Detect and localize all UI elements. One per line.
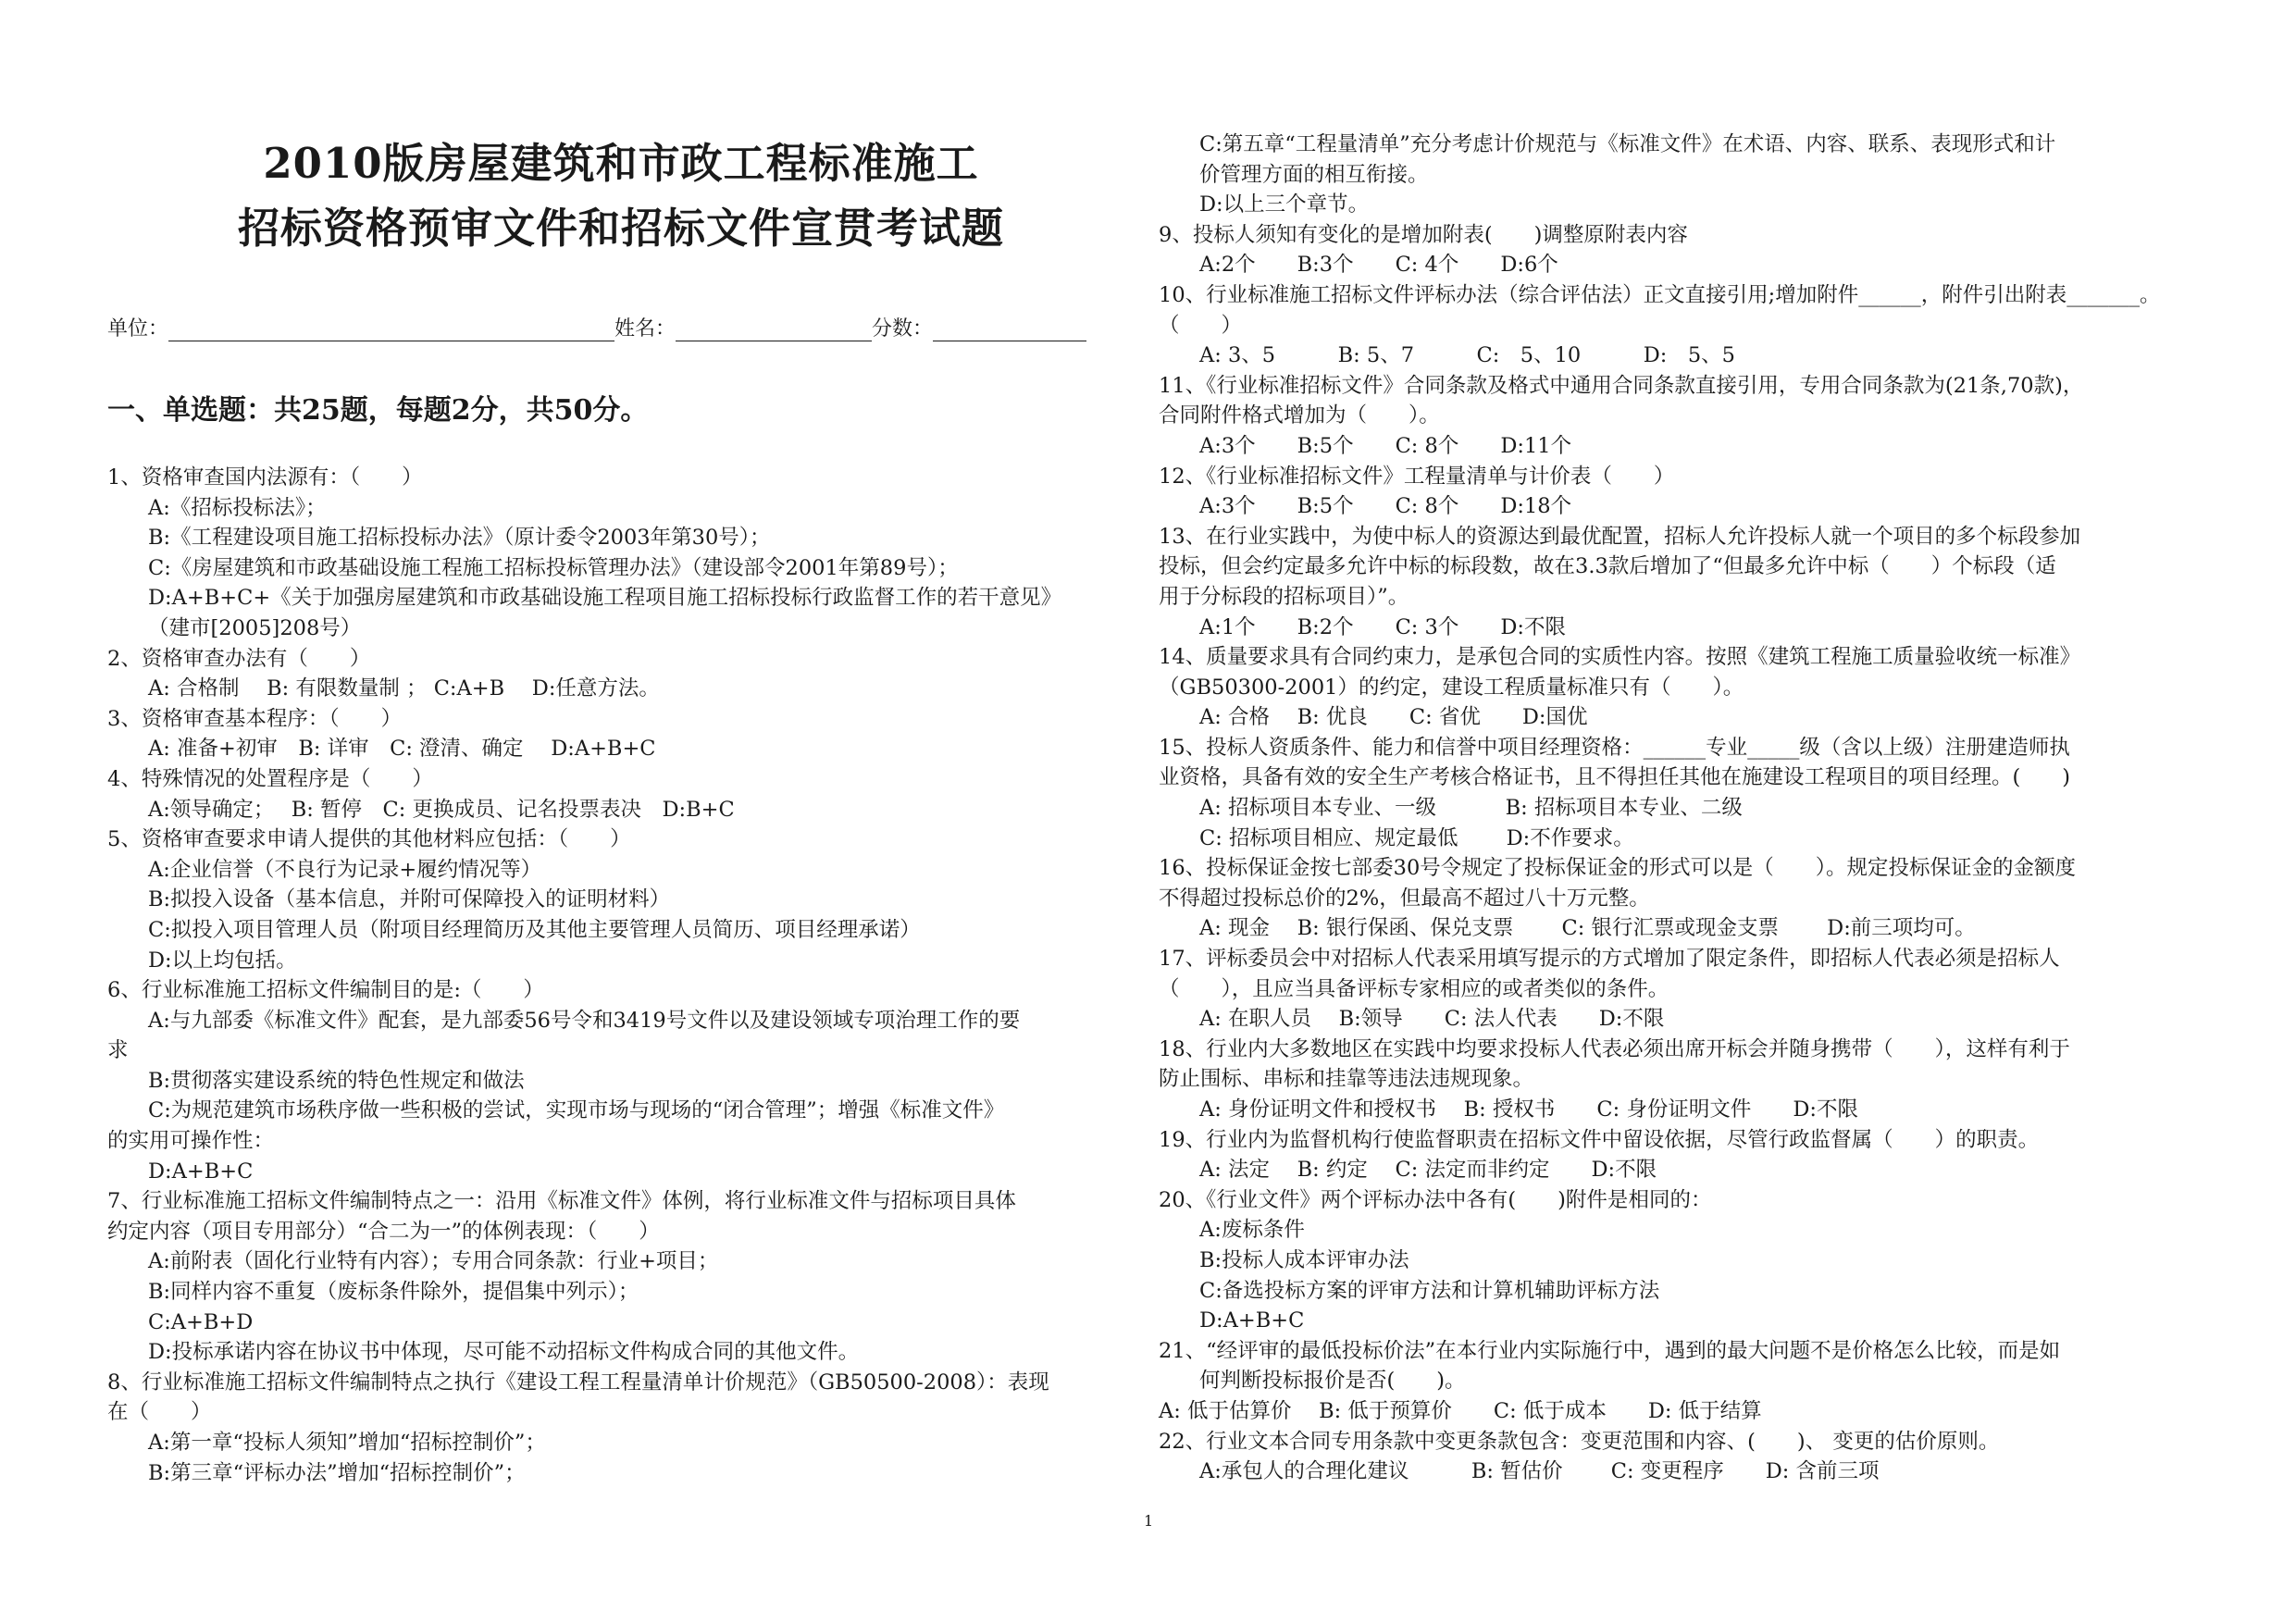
question-line: A: 身份证明文件和授权书 B: 授权书 C: 身份证明文件 D:不限 <box>1199 1097 1858 1122</box>
question-line: C:A+B+D <box>148 1309 254 1334</box>
question-line: 22、行业文本合同专用条款中变更条款包含：变更范围和内容、( )、 变更的估价原则。 <box>1159 1429 2000 1454</box>
question-line: D:投标承诺内容在协议书中体现，尽可能不动招标文件构成合同的其他文件。 <box>148 1340 860 1365</box>
question-line: C: 招标项目相应、规定最低 D:不作要求。 <box>1199 825 1634 850</box>
unit-blank <box>168 318 614 341</box>
question-line: 16、投标保证金按七部委30号令规定了投标保证金的形式可以是（ ）。规定投标保证金的金额度 <box>1159 856 2077 881</box>
question-line: 约定内容（项目专用部分）“合二为一”的体例表现：（ ） <box>107 1219 660 1244</box>
question-line: 投标，但会约定最多允许中标的标段数，故在3.3款后增加了“但最多允许中标（ ）个标段（适 <box>1159 554 2056 579</box>
question-line: 6、行业标准施工招标文件编制目的是:（ ） <box>107 978 544 1003</box>
question-line: A:3个 B:5个 C: 8个 D:11个 <box>1199 433 1572 458</box>
question-line: 的实用可操作性： <box>107 1129 275 1154</box>
page-number: 1 <box>1144 1512 1154 1530</box>
question-line: B:拟投入设备（基本信息，并附可保障投入的证明材料） <box>148 887 671 912</box>
question-line: 合同附件格式增加为（ ）。 <box>1159 403 1440 428</box>
question-line: 2、资格审查办法有（ ） <box>107 646 371 671</box>
question-line: 8、行业标准施工招标文件编制特点之执行《建设工程工程量清单计价规范》（GB50500-2008）：表现 <box>107 1370 1049 1395</box>
question-line: A: 在职人员 B:领导 C: 法人代表 D:不限 <box>1199 1007 1665 1032</box>
score-blank <box>933 318 1086 341</box>
question-line: A: 合格制 B: 有限数量制 ； C:A+B D:任意方法。 <box>148 676 660 701</box>
question-line: 防止围标、串标和挂靠等违法违规现象。 <box>1159 1067 1534 1092</box>
question-line: 10、行业标准施工招标文件评标办法（综合评估法）正文直接引用;增加附件______，附件引出附表_______。 <box>1159 282 2161 307</box>
question-line: D:以上三个章节。 <box>1199 192 1370 217</box>
question-line: A: 3、5 B: 5、7 C: 5、10 D: 5、5 <box>1199 343 1736 368</box>
section-heading: 一、单选题：共25题，每题2分，共50分。 <box>107 394 649 427</box>
question-line: C:拟投入项目管理人员（附项目经理简历及其他主要管理人员简历、项目经理承诺） <box>148 917 921 942</box>
question-line: 用于分标段的招标项目）”。 <box>1159 584 1409 609</box>
question-line: B:投标人成本评审办法 <box>1199 1247 1409 1272</box>
question-line: 1、资格审查国内法源有：（ ） <box>107 465 423 490</box>
question-line: 4、特殊情况的处置程序是（ ） <box>107 766 433 791</box>
question-line: 13、在行业实践中，为使中标人的资源达到最优配置，招标人允许投标人就一个项目的多个标段参加 <box>1159 524 2081 549</box>
question-line: 业资格，具备有效的安全生产考核合格证书，且不得担任其他在施建设工程项目的项目经理。( ) <box>1159 765 2071 790</box>
question-line: A: 低于估算价 B: 低于预算价 C: 低于成本 D: 低于结算 <box>1159 1398 1762 1423</box>
question-line: （建市[2005]208号） <box>148 615 362 640</box>
question-line: 14、质量要求具有合同约束力，是承包合同的实质性内容。按照《建筑工程施工质量验收统一标准》 <box>1159 645 2081 670</box>
question-line: D:以上均包括。 <box>148 948 297 973</box>
question-line: A:前附表（固化行业特有内容）；专用合同条款：行业+项目； <box>148 1249 719 1274</box>
question-line: D:A+B+C <box>148 1159 254 1184</box>
question-line: 15、投标人资质条件、能力和信誉中项目经理资格：______专业_____级（含以上级）注册建造师执 <box>1159 735 2070 760</box>
question-line: 价管理方面的相互衔接。 <box>1199 162 1429 187</box>
question-line: D:A+B+C+《关于加强房屋建筑和市政基础设施工程项目施工招标投标行政监督工作的若干意见》 <box>148 586 1062 611</box>
question-line: A: 招标项目本专业、一级 B: 招标项目本专业、二级 <box>1199 796 1743 821</box>
question-line: 在（ ） <box>107 1400 212 1425</box>
question-line: 何判断投标报价是否( )。 <box>1199 1369 1466 1394</box>
question-line: A: 现金 B: 银行保函、保兑支票 C: 银行汇票或现金支票 D:前三项均可。 <box>1199 916 1976 941</box>
question-line: D:A+B+C <box>1199 1308 1305 1333</box>
question-line: （ ），且应当具备评标专家相应的或者类似的条件。 <box>1159 976 1669 1001</box>
question-line: 18、行业内大多数地区在实践中均要求投标人代表必须出席开标会并随身携带（ ），这样有利于 <box>1159 1036 2070 1061</box>
question-line: A:2个 B:3个 C: 4个 D:6个 <box>1199 253 1558 278</box>
question-line: B:《工程建设项目施工招标投标办法》（原计委令2003年第30号）； <box>148 526 771 551</box>
question-line: 7、行业标准施工招标文件编制特点之一：沿用《标准文件》体例，将行业标准文件与招标项目具体 <box>107 1189 1016 1214</box>
question-line: B:第三章“评标办法”增加“招标控制价”； <box>148 1460 526 1485</box>
question-line: 求 <box>107 1038 129 1063</box>
question-line: 12、《行业标准招标文件》工程量清单与计价表（ ） <box>1159 464 1675 489</box>
question-line: A: 合格 B: 优良 C: 省优 D:国优 <box>1199 705 1588 730</box>
right-question-column <box>1159 130 2269 1487</box>
question-line: 21、“经评审的最低投标价法”在本行业内实际施行中，遇到的最大问题不是价格怎么比较，而是如 <box>1159 1338 2061 1363</box>
document-title-line1: 2010版房屋建筑和市政工程标准施工 <box>263 139 979 188</box>
question-line: A:承包人的合理化建议 B: 暂估价 C: 变更程序 D: 含前三项 <box>1199 1459 1880 1484</box>
question-line: A:《招标投标法》； <box>148 495 327 520</box>
question-line: A:3个 B:5个 C: 8个 D:18个 <box>1199 494 1572 519</box>
question-line: 9、投标人须知有变化的是增加附表( )调整原附表内容 <box>1159 222 1688 247</box>
name-blank <box>676 318 872 341</box>
candidate-info-row <box>107 313 1135 341</box>
question-line: A:领导确定； B: 暂停 C: 更换成员、记名投票表决 D:B+C <box>148 797 735 822</box>
question-line: C:《房屋建筑和市政基础设施工程施工招标投标管理办法》（建设部令2001年第89号）； <box>148 555 959 580</box>
score-label: 分数： <box>872 317 934 341</box>
question-line: C:备选投标方案的评审方法和计算机辅助评标方法 <box>1199 1278 1660 1303</box>
question-line: A:与九部委《标准文件》配套，是九部委56号令和3419号文件以及建设领域专项治理工作的要 <box>148 1008 1021 1033</box>
question-line: C:为规范建筑市场秩序做一些积极的尝试，实现市场与现场的“闭合管理”；增强《标准文件》 <box>148 1098 1005 1123</box>
question-line: （GB50300-2001）的约定，建设工程质量标准只有（ ）。 <box>1159 675 1744 700</box>
question-line: 不得超过投标总价的2%，但最高不超过八十万元整。 <box>1159 886 1650 911</box>
question-line: 3、资格审查基本程序：（ ） <box>107 706 403 731</box>
question-line: A:1个 B:2个 C: 3个 D:不限 <box>1199 614 1566 639</box>
question-line: （ ） <box>1159 313 1243 338</box>
question-line: C:第五章“工程量清单”充分考虑计价规范与《标准文件》在术语、内容、联系、表现形式和计 <box>1199 132 2056 156</box>
question-line: B:贯彻落实建设系统的特色性规定和做法 <box>148 1068 525 1093</box>
question-line: A:第一章“投标人须知”增加“招标控制价”； <box>148 1431 546 1455</box>
question-line: A: 准备+初审 B: 详审 C: 澄清、确定 D:A+B+C <box>148 737 656 762</box>
question-line: 5、资格审查要求申请人提供的其他材料应包括：（ ） <box>107 827 631 852</box>
name-label: 姓名： <box>614 317 676 341</box>
document-title-line2: 招标资格预审文件和招标文件宣贯考试题 <box>237 204 1004 253</box>
question-line: 20、《行业文件》两个评标办法中各有( )附件是相同的： <box>1159 1187 1712 1212</box>
unit-label: 单位： <box>107 317 169 341</box>
question-line: A: 法定 B: 约定 C: 法定而非约定 D:不限 <box>1199 1158 1657 1183</box>
question-line: 11、《行业标准招标文件》合同条款及格式中通用合同条款直接引用，专用合同条款为(21条,70款)， <box>1159 373 2084 398</box>
question-line: 19、行业内为监督机构行使监督职责在招标文件中留设依据，尽管行政监督属（ ）的职责。 <box>1159 1127 2040 1152</box>
question-line: 17、评标委员会中对招标人代表采用填写提示的方式增加了限定条件，即招标人代表必须是招标人 <box>1159 947 2060 972</box>
question-line: A:企业信誉（不良行为记录+履约情况等） <box>148 857 542 882</box>
question-line: A:废标条件 <box>1199 1218 1305 1243</box>
left-question-column <box>107 463 1135 1488</box>
question-line: B:同样内容不重复（废标条件除外，提倡集中列示）； <box>148 1280 639 1305</box>
